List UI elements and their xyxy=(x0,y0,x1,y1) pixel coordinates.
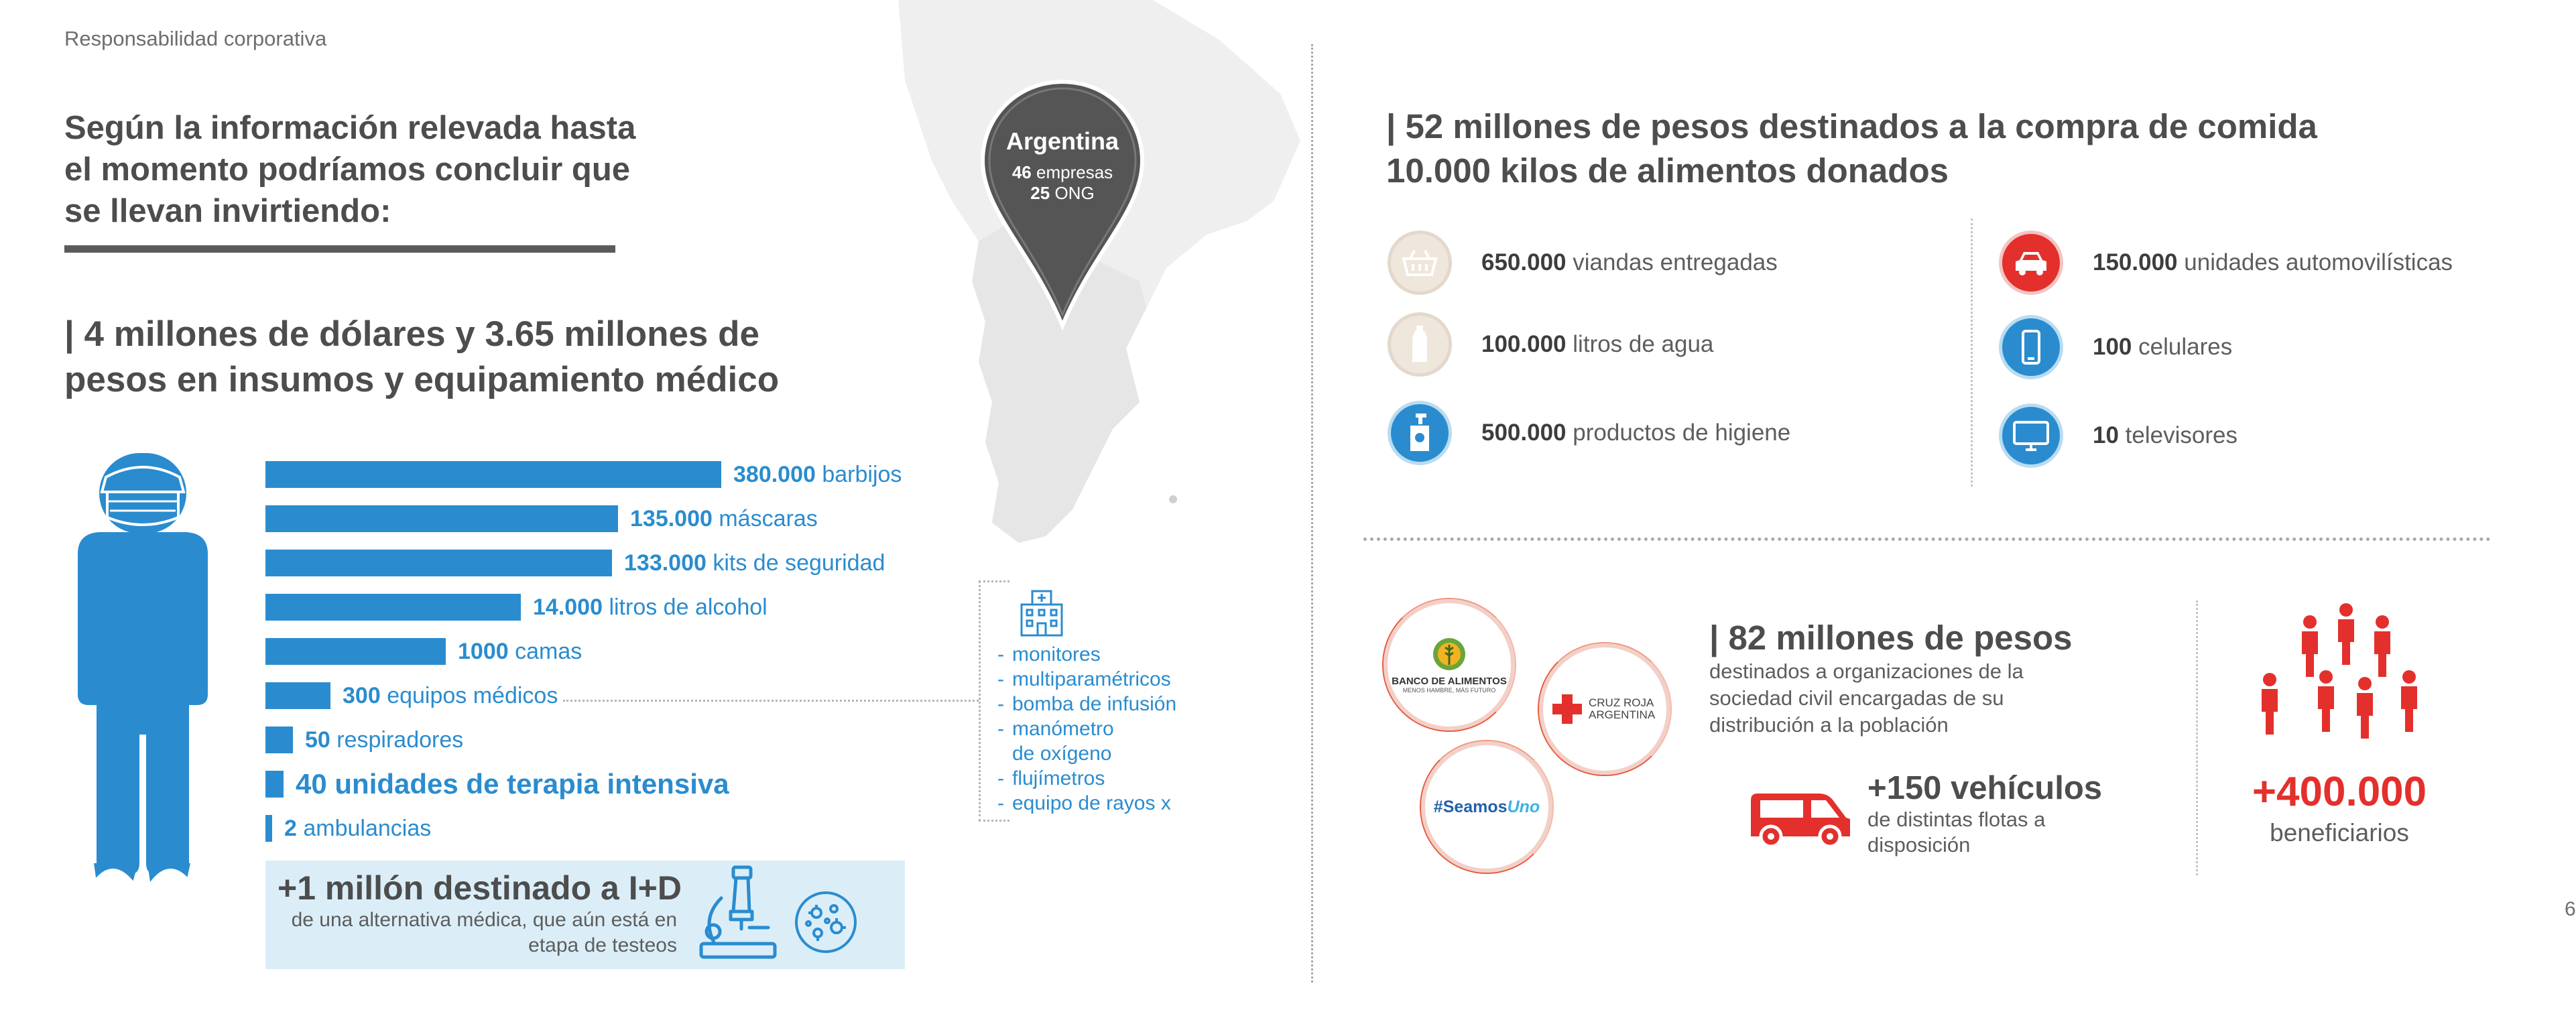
bar-label: 50 respiradores xyxy=(305,727,464,753)
map-pin-label xyxy=(979,127,1146,204)
bar-row-terapia xyxy=(265,768,729,800)
cruz-roja-logo: CRUZ ROJA ARGENTINA xyxy=(1539,643,1670,775)
virus-icon xyxy=(792,889,859,956)
beneficiaries-value: +400.000 xyxy=(2252,769,2427,815)
pin-ngos: 25 ONG xyxy=(1030,183,1095,203)
stat-celulares xyxy=(1999,315,2232,379)
bar xyxy=(265,461,721,488)
van-icon xyxy=(1747,788,1854,848)
stat-autos xyxy=(1999,231,2453,295)
stat-viandas xyxy=(1388,231,1778,295)
bar-row-mascaras xyxy=(265,505,818,532)
food-basket-icon xyxy=(1388,231,1452,295)
bar-row-equipos xyxy=(265,682,558,709)
stat-text: 650.000 viandas entregadas xyxy=(1481,249,1778,275)
bar-row-respiradores xyxy=(265,727,463,753)
research-title: +1 millón destinado a I+D xyxy=(278,869,682,907)
page-divider xyxy=(1311,44,1313,983)
stat-text: 10 televisores xyxy=(2093,422,2237,448)
stat-televisores xyxy=(1999,403,2237,468)
bar-label: 40 unidades de terapia intensiva xyxy=(296,768,729,800)
bar xyxy=(265,727,293,753)
stats-divider xyxy=(1971,218,1973,487)
bar xyxy=(265,550,612,576)
ngo-heading: | 82 millones de pesos xyxy=(1709,619,2073,657)
stat-text: 150.000 unidades automovilísticas xyxy=(2093,249,2453,275)
section-tag: Responsabilidad corporativa xyxy=(64,27,327,50)
bar xyxy=(265,505,618,532)
page-number: 6 xyxy=(2565,898,2576,920)
pin-companies: 46 empresas xyxy=(1011,162,1113,182)
ngo-subtitle: destinados a organizaciones de la sociedad civil encargadas de su distribución a la población xyxy=(1709,659,2024,737)
vehicles-heading: +150 vehículos xyxy=(1867,770,2103,806)
medical-heading: | 4 millones de dólares y 3.65 millones de pesos en insumos y equipamiento médico xyxy=(64,314,780,399)
bar xyxy=(265,682,330,709)
sanitizer-icon xyxy=(1388,401,1452,465)
bar-label: 380.000 barbijos xyxy=(733,461,902,487)
bar-label: 1000 camas xyxy=(458,638,582,664)
list-item: - equipo de rayos x xyxy=(997,792,1171,814)
list-item: - monitores xyxy=(997,643,1101,666)
people-group-icon xyxy=(2252,603,2427,755)
research-subtitle: de una alternativa médica, que aún está en etapa de testeos xyxy=(291,909,677,956)
vehicles-subtitle: de distintas flotas a disposición xyxy=(1867,808,2046,857)
wheat-icon xyxy=(1432,637,1467,672)
bar-row-ambulancias xyxy=(265,815,431,842)
microscope-icon xyxy=(694,865,782,965)
bar xyxy=(265,815,272,842)
bar-row-barbijos xyxy=(265,461,902,488)
phone-icon xyxy=(1999,315,2063,379)
bar xyxy=(265,771,284,798)
intro-heading: Según la información relevada hasta el momento podríamos concluir que se llevan invirtiendo: xyxy=(64,110,636,229)
list-item: - manómetro xyxy=(997,718,1114,740)
bar-row-kits xyxy=(265,550,885,576)
section-divider xyxy=(1363,538,2491,541)
bar-row-alcohol xyxy=(265,594,768,621)
seamos-uno-logo: #Seamos Uno xyxy=(1421,741,1552,873)
tv-icon xyxy=(1999,403,2063,468)
stat-agua xyxy=(1388,312,1713,377)
pin-country: Argentina xyxy=(1005,127,1119,155)
beneficiaries-divider xyxy=(2196,601,2198,875)
food-heading-line1: | 52 millones de pesos destinados a la compra de comida xyxy=(1386,107,2317,145)
stat-text: 100 celulares xyxy=(2093,334,2233,360)
list-item: - flujímetros xyxy=(997,767,1105,790)
bar xyxy=(265,638,446,665)
list-item: - multiparamétricos xyxy=(997,668,1171,690)
equipment-leader-line xyxy=(563,700,979,702)
map-pin-icon xyxy=(979,79,1146,328)
bar-label: 300 equipos médicos xyxy=(343,682,558,708)
intro-underline xyxy=(64,245,615,253)
bar-label: 133.000 kits de seguridad xyxy=(624,550,885,576)
water-bottle-icon xyxy=(1388,312,1452,377)
bar-row-camas xyxy=(265,638,582,665)
equipment-list xyxy=(997,642,1176,816)
banco-alimentos-logo: BANCO DE ALIMENTOS MENOS HAMBRE, MÁS FUTURO xyxy=(1384,599,1515,731)
beneficiaries-label: beneficiarios xyxy=(2270,819,2409,846)
red-cross-icon xyxy=(1551,693,1583,725)
bar-label: 135.000 máscaras xyxy=(630,505,818,531)
stat-text: 100.000 litros de agua xyxy=(1481,331,1714,357)
bar-label: 2 ambulancias xyxy=(284,815,432,841)
bar xyxy=(265,594,521,621)
health-worker-icon xyxy=(59,453,227,889)
hospital-icon xyxy=(1016,587,1067,638)
bar-label: 14.000 litros de alcohol xyxy=(533,594,768,620)
stat-text: 500.000 productos de higiene xyxy=(1481,420,1791,446)
food-heading-line2: 10.000 kilos de alimentos donados xyxy=(1386,151,1949,190)
list-item: - bomba de infusión xyxy=(997,693,1177,715)
stat-higiene xyxy=(1388,401,1790,465)
list-item: de oxígeno xyxy=(1012,743,1112,765)
food-heading xyxy=(1386,105,2392,193)
car-icon xyxy=(1999,231,2063,295)
